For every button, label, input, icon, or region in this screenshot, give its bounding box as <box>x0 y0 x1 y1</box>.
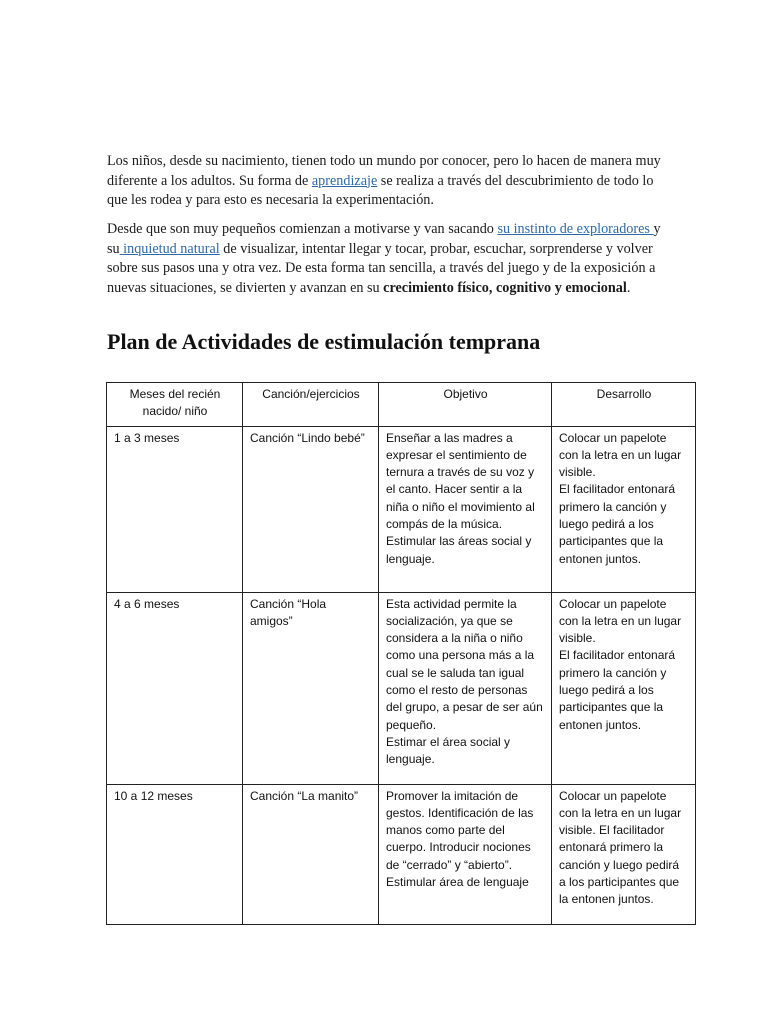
cell-song: Canción “La manito” <box>243 784 379 924</box>
header-development: Desarrollo <box>552 383 696 427</box>
section-heading: Plan de Actividades de estimulación temprana <box>107 329 541 354</box>
cell-objective: Promover la imitación de gestos. Identificación de las manos como parte del cuerpo. Introducir nociones de “cerrado” y “abierto”. Estimular área de lenguaje <box>379 784 552 924</box>
cell-age: 1 a 3 meses <box>107 426 243 592</box>
p2-text-4: . <box>626 279 631 296</box>
p1-text-1: Los niños, desde su nacimiento, tienen todo un mundo por conocer, pero lo hacen de manera muy diferente a los adultos. Su forma de <box>107 153 661 189</box>
intro-paragraph-2 <box>107 220 672 298</box>
instinto-exploradores-link[interactable]: su instinto de exploradores <box>497 221 654 237</box>
p2-text-2: y su <box>107 221 661 257</box>
p2-bold-text: crecimiento físico, cognitivo y emocional <box>383 279 627 296</box>
p1-text-2: se realiza a través del descubrimiento de todo lo que les rodea y para esto es necesaria la experimentación. <box>107 172 654 208</box>
header-objective: Objetivo <box>379 383 552 427</box>
table-header-row <box>107 383 696 427</box>
p2-text-3: de visualizar, intentar llegar y tocar, probar, escuchar, sorprenderse y volver sobre sus pasos una y otra vez. De esta forma tan sencilla, a través del juego y de la exposición a nuevas situaciones, se divierten y avanzan en su <box>107 240 656 296</box>
aprendizaje-link[interactable]: aprendizaje <box>311 172 378 189</box>
cell-development: Colocar un papelote con la letra en un lugar visible. El facilitador entonará primero la canción y luego pedirá a los participantes que la entonen juntos. <box>552 784 696 924</box>
cell-age: 10 a 12 meses <box>107 784 243 924</box>
p2-text-1: Desde que son muy pequeños comienzan a motivarse y van sacando <box>107 221 498 237</box>
table-row <box>107 592 696 784</box>
table-row <box>107 784 696 924</box>
inquietud-natural-link[interactable]: inquietud natural <box>119 240 220 257</box>
activities-table <box>106 382 696 925</box>
cell-development: Colocar un papelote con la letra en un lugar visible. El facilitador entonará primero la canción y luego pedirá a los participantes que la entonen juntos. <box>552 426 696 592</box>
intro-paragraph-1 <box>107 152 672 211</box>
header-song: Canción/ejercicios <box>243 383 379 427</box>
cell-song: Canción “Lindo bebé” <box>243 426 379 592</box>
cell-objective: Esta actividad permite la socialización, ya que se considera a la niña o niño como una persona más a la cual se le saluda tan igual como el resto de personas del grupo, a pesar de ser aún pequeño. Estimar el área social y lenguaje. <box>379 592 552 784</box>
cell-objective: Enseñar a las madres a expresar el sentimiento de ternura a través de su voz y el canto. Hacer sentir a la niña o niño el movimiento al compás de la música. Estimular las áreas social y lenguaje. <box>379 426 552 592</box>
cell-age: 4 a 6 meses <box>107 592 243 784</box>
header-age: Meses del recién nacido/ niño <box>107 383 243 427</box>
table-row <box>107 426 696 592</box>
cell-development: Colocar un papelote con la letra en un lugar visible. El facilitador entonará primero la canción y luego pedirá a los participantes que la entonen juntos. <box>552 592 696 784</box>
cell-song: Canción “Hola amigos” <box>243 592 379 784</box>
